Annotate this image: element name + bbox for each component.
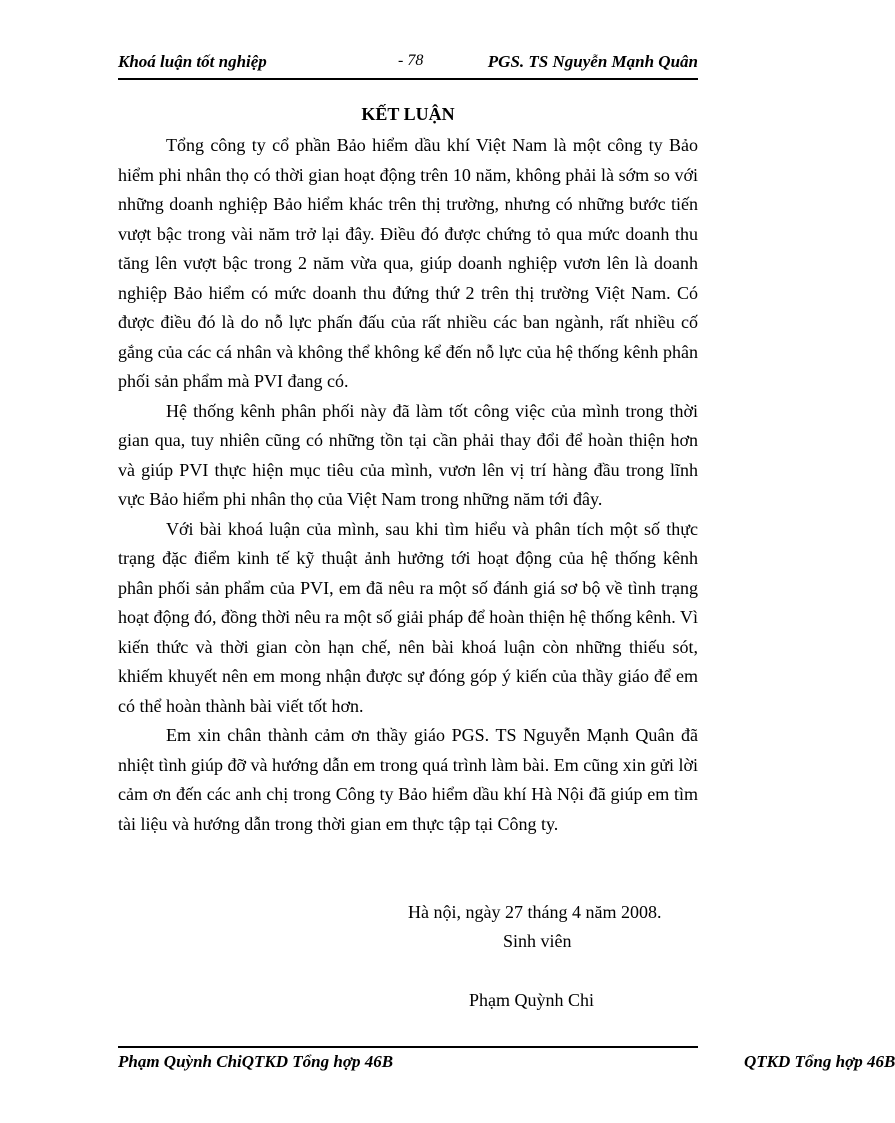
signature-role: Sinh viên <box>503 931 572 951</box>
section-title: KẾT LUẬN <box>361 104 455 124</box>
paragraph: Hệ thống kênh phân phối này đã làm tốt công việc của mình trong thời gian qua, tuy nhiên cũng có những tồn tại cần phải thay đổi để hoàn thiện hơn và giúp PVI thực hiện mục tiêu của mình, vươn lên vị trí hàng đầu trong lĩnh vực Bảo hiểm phi nhân thọ của Việt Nam trong những năm tới đây. <box>118 400 698 509</box>
conclusion-body <box>118 131 698 839</box>
page-number: - 78 <box>398 52 424 69</box>
paragraph: Tổng công ty cổ phần Bảo hiểm dầu khí Việt Nam là một công ty Bảo hiểm phi nhân thọ có thời gian hoạt động trên 10 năm, không phải là sớm so với những doanh nghiệp Bảo hiểm khác trên thị trường, nhưng có những bước tiến vượt bậc trong vài năm trở lại đây. Điều đó được chứng tỏ qua mức doanh thu tăng lên vượt bậc trong 2 năm vừa qua, giúp doanh nghiệp vươn lên là doanh nghiệp Bảo hiểm có mức doanh thu đứng thứ 2 trên thị trường Việt Nam. Có được điều đó là do nỗ lực phấn đấu của rất nhiều các ban ngành, rất nhiều cố gắng của các cá nhân và không thể không kể đến nỗ lực của hệ thống kênh phân phối sản phẩm mà PVI đang có. <box>118 135 698 391</box>
footer-divider <box>118 1046 698 1048</box>
paragraph: Em xin chân thành cảm ơn thầy giáo PGS. TS Nguyễn Mạnh Quân đã nhiệt tình giúp đỡ và hướng dẫn em trong quá trình làm bài. Em cũng xin gửi lời cảm ơn đến các anh chị trong Công ty Bảo hiểm dầu khí Hà Nội đã giúp em tìm tài liệu và hướng dẫn trong thời gian em thực tập tại Công ty. <box>118 725 698 834</box>
page-footer <box>118 1052 895 1076</box>
header-document-type: Khoá luận tốt nghiệp <box>118 52 267 71</box>
header-supervisor: PGS. TS Nguyễn Mạnh Quân <box>487 52 698 71</box>
signature-name: Phạm Quỳnh Chi <box>469 990 595 1010</box>
page-header <box>118 52 698 80</box>
signature-date: Hà nội, ngày 27 tháng 4 năm 2008. <box>408 902 662 922</box>
paragraph: Với bài khoá luận của mình, sau khi tìm hiểu và phân tích một số thực trạng đặc điểm kinh tế kỹ thuật ảnh hưởng tới hoạt động của hệ thống kênh phân phối sản phẩm của PVI, em đã nêu ra một số đánh giá sơ bộ về tình trạng hoạt động đó, đồng thời nêu ra một số giải pháp để hoàn thiện hệ thống kênh. Vì kiến thức và thời gian còn hạn chế, nên bài khoá luận còn những thiếu sót, khiếm khuyết nên em mong nhận được sự đóng góp ý kiến của thầy giáo để em có thể hoàn thành bài viết tốt hơn. <box>118 518 698 716</box>
footer-author: Phạm Quỳnh ChiQTKD Tổng hợp 46B <box>118 1052 394 1071</box>
footer-class: QTKD Tổng hợp 46B <box>744 1052 895 1071</box>
